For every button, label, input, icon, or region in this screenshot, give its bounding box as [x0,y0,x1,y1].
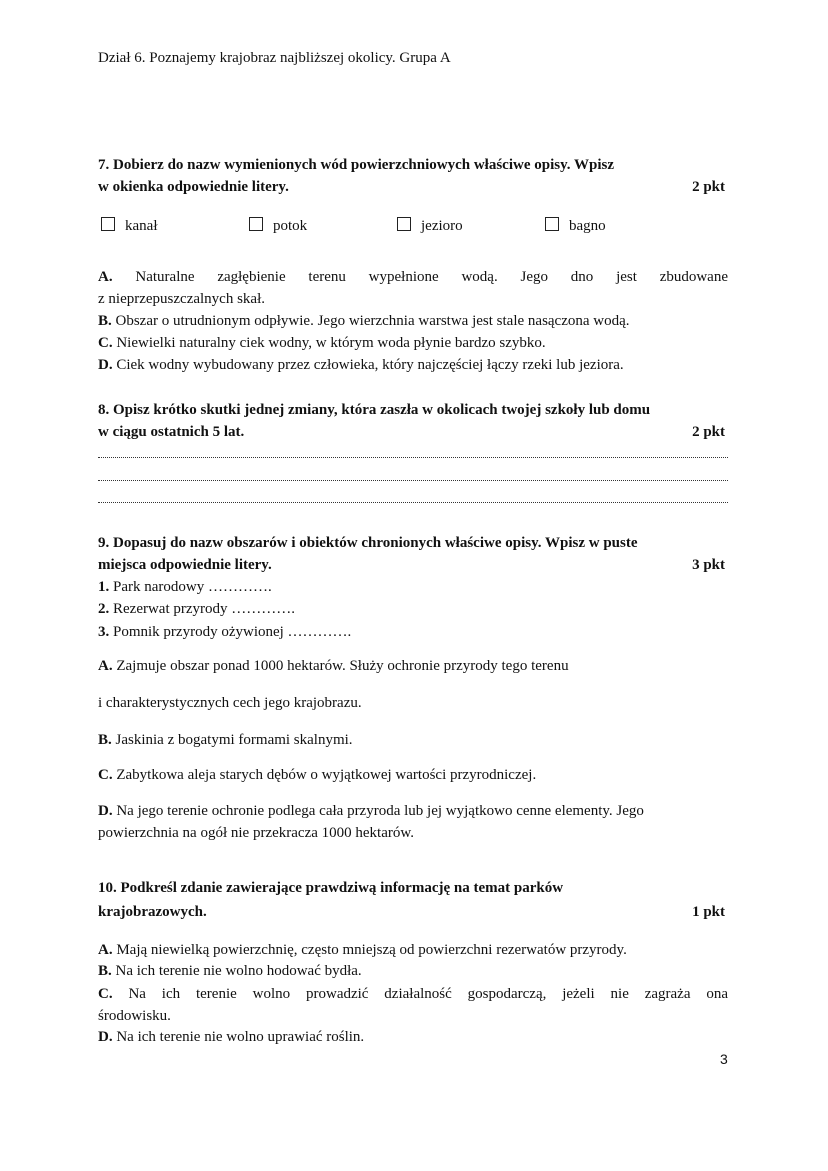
checkbox-icon[interactable] [545,217,559,231]
option-label: potok [273,218,308,234]
option-kanal[interactable] [101,217,157,235]
checkbox-icon[interactable] [101,217,115,231]
option-jezioro[interactable] [397,217,463,235]
q7-desc-a-cont: z nieprzepuszczalnych skał. [98,291,265,307]
q7-title-cont: w okienka odpowiednie litery. [98,179,289,195]
q10-points: 1 pkt [692,904,725,920]
q9-title-cont: miejsca odpowiednie litery. [98,557,272,573]
q10-option-a[interactable]: A. Mają niewielką powierzchnię, często mniejszą od powierzchni rezerwatów przyrody. [98,942,627,958]
q9-item-3[interactable]: 3. Pomnik przyrody ożywionej …………. [98,624,352,640]
q7-desc-d: D. Ciek wodny wybudowany przez człowieka, który najczęściej łączy rzeki lub jeziora. [98,357,624,373]
q10-option-c[interactable]: C. Na ich terenie wolno prowadzić działalność gospodarczą, jeżeli nie zagraża ona [98,986,729,1002]
checkbox-icon[interactable] [397,217,411,231]
q9-desc-b: B. Jaskinia z bogatymi formami skalnymi. [98,732,353,748]
option-bagno[interactable] [545,217,606,235]
q7-title: 7. Dobierz do nazw wymienionych wód powierzchniowych właściwe opisy. Wpisz [98,157,614,173]
checkbox-icon[interactable] [249,217,263,231]
q9-desc-a: A. Zajmuje obszar ponad 1000 hektarów. Służy ochronie przyrody tego terenu [98,658,569,674]
q9-desc-c: C. Zabytkowa aleja starych dębów o wyjątkowej wartości przyrodniczej. [98,767,537,783]
q7-desc-b: B. Obszar o utrudnionym odpływie. Jego wierzchnia warstwa jest stale nasączona wodą. [98,313,630,329]
page-number: 3 [720,1051,728,1067]
q10-title: 10. Podkreśl zdanie zawierające prawdziwą informację na temat parków [98,880,564,896]
q8-points: 2 pkt [692,424,725,440]
q9-desc-d-cont: powierzchnia na ogół nie przekracza 1000 hektarów. [98,825,414,841]
q10-option-c-cont: środowisku. [98,1008,171,1024]
q9-item-2[interactable]: 2. Rezerwat przyrody …………. [98,601,296,617]
q7-points: 2 pkt [692,179,725,195]
q9-desc-a-cont: i charakterystycznych cech jego krajobrazu. [98,695,362,711]
q10-option-b[interactable]: B. Na ich terenie nie wolno hodować bydła. [98,963,362,979]
q9-title: 9. Dopasuj do nazw obszarów i obiektów chronionych właściwe opisy. Wpisz w puste [98,535,638,551]
q9-points: 3 pkt [692,557,725,573]
answer-line[interactable] [98,457,728,458]
option-potok[interactable] [249,217,307,235]
option-label: jezioro [421,218,463,234]
answer-line[interactable] [98,480,728,481]
q10-title-cont: krajobrazowych. [98,904,207,920]
q9-item-1[interactable]: 1. Park narodowy …………. [98,579,272,595]
q10-option-d[interactable]: D. Na ich terenie nie wolno uprawiać roślin. [98,1029,365,1045]
answer-line[interactable] [98,502,728,503]
q8-title-cont: w ciągu ostatnich 5 lat. [98,424,245,440]
page-header: Dział 6. Poznajemy krajobraz najbliższej okolicy. Grupa A [98,50,451,66]
q8-title: 8. Opisz krótko skutki jednej zmiany, która zaszła w okolicach twojej szkoły lub domu [98,402,651,418]
q7-desc-a: A. Naturalne zagłębienie terenu wypełnione wodą. Jego dno jest zbudowane [98,269,728,285]
q9-desc-d: D. Na jego terenie ochronie podlega cała przyroda lub jej wyjątkowo cenne elementy. Jego [98,803,644,819]
option-label: kanał [125,218,158,234]
option-label: bagno [569,218,606,234]
q7-desc-c: C. Niewielki naturalny ciek wodny, w którym woda płynie bardzo szybko. [98,335,546,351]
